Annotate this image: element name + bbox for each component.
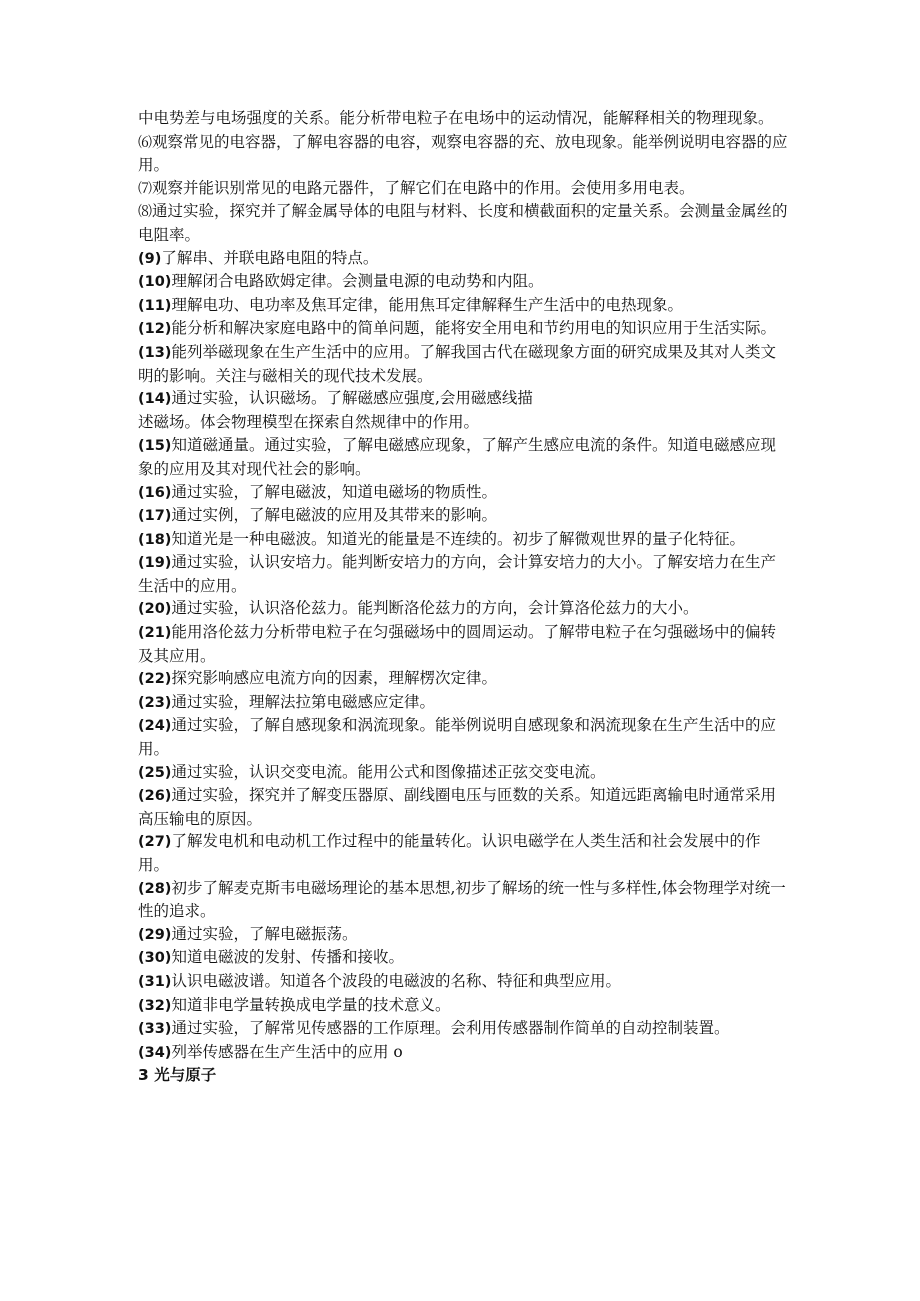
list-item: [138, 784, 788, 830]
list-item: [138, 341, 788, 387]
item-text: 能用洛伦兹力分析带电粒子在匀强磁场中的圆周运动。了解带电粒子在匀强磁场中的偏转及其应用。: [138, 623, 776, 665]
item-number: (9): [138, 250, 162, 267]
item-text: 观察常见的电容器，了解电容器的电容，观察电容器的充、放电现象。能举例说明电容器的应用。: [138, 132, 788, 175]
item-text: 知道磁通量。通过实验，了解电磁感应现象，了解产生感应电流的条件。知道电磁感应现象的应用及其对现代社会的影响。: [138, 436, 776, 478]
item-number: (14): [138, 391, 172, 408]
list-item: [138, 177, 788, 201]
item-number: ⑻: [138, 204, 152, 221]
list-item: [138, 970, 788, 994]
item-text: 能列举磁现象在生产生活中的应用。了解我国古代在磁现象方面的研究成果及其对人类文明的影响。关注与磁相关的现代技术发展。: [138, 342, 776, 385]
item-number: (17): [138, 508, 172, 525]
item-number: (21): [138, 625, 172, 642]
item-number: (32): [138, 997, 172, 1014]
item-number: (23): [138, 694, 172, 711]
item-number: (20): [138, 601, 172, 618]
list-item: [138, 691, 788, 715]
list-item: [138, 481, 788, 505]
item-text: 能分析和解决家庭电路中的简单问题，能将安全用电和节约用电的知识应用于生活实际。: [171, 319, 776, 338]
item-number: (10): [138, 274, 172, 291]
list-item: [138, 714, 788, 760]
list-item: [138, 270, 788, 294]
item-text: 列举传感器在生产生活中的应用 o: [171, 1042, 403, 1061]
item-text: 通过实验，了解电磁振荡。: [171, 924, 358, 943]
item-text: 知道光是一种电磁波。知道光的能量是不连续的。初步了解微观世界的量子化特征。: [171, 529, 745, 548]
item-number: (15): [138, 438, 172, 455]
item-text: 述磁场。体会物理模型在探索自然规律中的作用。: [138, 412, 480, 431]
section-heading: [138, 1064, 788, 1087]
item-number: (25): [138, 764, 172, 781]
item-text: 了解发电机和电动机工作过程中的能量转化。认识电磁学在人类生活和社会发展中的作用。: [138, 832, 761, 874]
item-text: 通过实例，了解电磁波的应用及其带来的影响。: [171, 506, 497, 525]
section-number: 3: [138, 1066, 149, 1085]
paragraph: [138, 411, 788, 435]
item-text: 通过实验，了解常见传感器的工作原理。会利用传感器制作简单的自动控制装置。: [171, 1019, 730, 1038]
list-item: [138, 200, 788, 246]
list-item: [138, 247, 788, 271]
item-number: (33): [138, 1021, 172, 1038]
item-text: 认识电磁波谱。知道各个波段的电磁波的名称、特征和典型应用。: [171, 971, 621, 990]
list-item: [138, 294, 788, 318]
item-number: (22): [138, 671, 172, 688]
item-number: ⑺: [138, 180, 152, 197]
item-text: 通过实验，理解法拉第电磁感应定律。: [171, 692, 435, 711]
list-item: [138, 504, 788, 528]
item-number: (31): [138, 973, 172, 990]
list-item: [138, 621, 788, 667]
item-text: 初步了解麦克斯韦电磁场理论的基本思想,初步了解场的统一性与多样性,体会物理学对统一性的追求。: [138, 878, 786, 921]
item-text: 通过实验，探究并了解金属导体的电阻与材料、长度和横截面积的定量关系。会测量金属丝的电阻率。: [138, 202, 788, 244]
item-number: (29): [138, 926, 172, 943]
item-text: 通过实验，认识安培力。能判断安培力的方向，会计算安培力的大小。了解安培力在生产生活中的应用。: [138, 553, 776, 595]
item-number: (18): [138, 531, 172, 548]
item-text: 理解电功、电功率及焦耳定律，能用焦耳定律解释生产生活中的电热现象。: [171, 295, 683, 314]
list-item: [138, 994, 788, 1018]
list-item: [138, 528, 788, 552]
item-number: (13): [138, 344, 172, 361]
paragraph: [138, 107, 788, 131]
item-text: 通过实验，认识磁场。了解磁感应强度,会用磁感线描: [171, 389, 533, 408]
item-text: 通过实验，认识交变电流。能用公式和图像描述正弦交变电流。: [171, 762, 606, 781]
item-number: (24): [138, 718, 172, 735]
list-item: [138, 667, 788, 691]
item-text: 通过实验，了解自感现象和涡流现象。能举例说明自感现象和涡流现象在生产生活中的应用。: [138, 716, 776, 759]
item-number: (12): [138, 321, 172, 338]
item-number: (30): [138, 950, 172, 967]
list-item: [138, 317, 788, 341]
list-item: [138, 923, 788, 947]
document-body: [138, 107, 788, 1087]
item-text: 知道电磁波的发射、传播和接收。: [171, 948, 404, 967]
item-text: 了解串、并联电路电阻的特点。: [161, 248, 379, 267]
item-number: (11): [138, 297, 172, 314]
list-item: [138, 387, 788, 411]
item-text: 理解闭合电路欧姆定律。会测量电源的电动势和内阻。: [171, 272, 544, 291]
list-item: [138, 946, 788, 970]
list-item: [138, 1017, 788, 1041]
item-number: (28): [138, 880, 172, 897]
item-number: (34): [138, 1044, 172, 1061]
section-title: 光与原子: [154, 1066, 217, 1085]
list-item: [138, 1041, 788, 1065]
item-number: (19): [138, 555, 172, 572]
list-item: [138, 830, 788, 876]
item-text: 通过实验，认识洛伦兹力。能判断洛伦兹力的方向，会计算洛伦兹力的大小。: [171, 599, 699, 618]
item-text: 探究影响感应电流方向的因素，理解楞次定律。: [171, 669, 497, 688]
list-item: [138, 877, 788, 923]
item-text: 观察并能识别常见的电路元器件，了解它们在电路中的作用。会使用多用电表。: [152, 178, 695, 197]
list-item: [138, 551, 788, 597]
list-item: [138, 597, 788, 621]
list-item: [138, 761, 788, 785]
item-text: 通过实验，了解电磁波，知道电磁场的物质性。: [171, 482, 497, 501]
list-item: [138, 131, 788, 177]
item-number: ⑹: [138, 134, 152, 151]
item-text: 知道非电学量转换成电学量的技术意义。: [171, 995, 451, 1014]
item-number: (27): [138, 834, 172, 851]
item-number: (16): [138, 484, 172, 501]
item-text: 通过实验，探究并了解变压器原、副线圈电压与匝数的关系。知道远距离输电时通常采用高压输电的原因。: [138, 786, 776, 828]
item-number: (26): [138, 788, 172, 805]
item-text: 中电势差与电场强度的关系。能分析带电粒子在电场中的运动情况，能解释相关的物理现象。: [138, 109, 774, 127]
list-item: [138, 434, 788, 480]
